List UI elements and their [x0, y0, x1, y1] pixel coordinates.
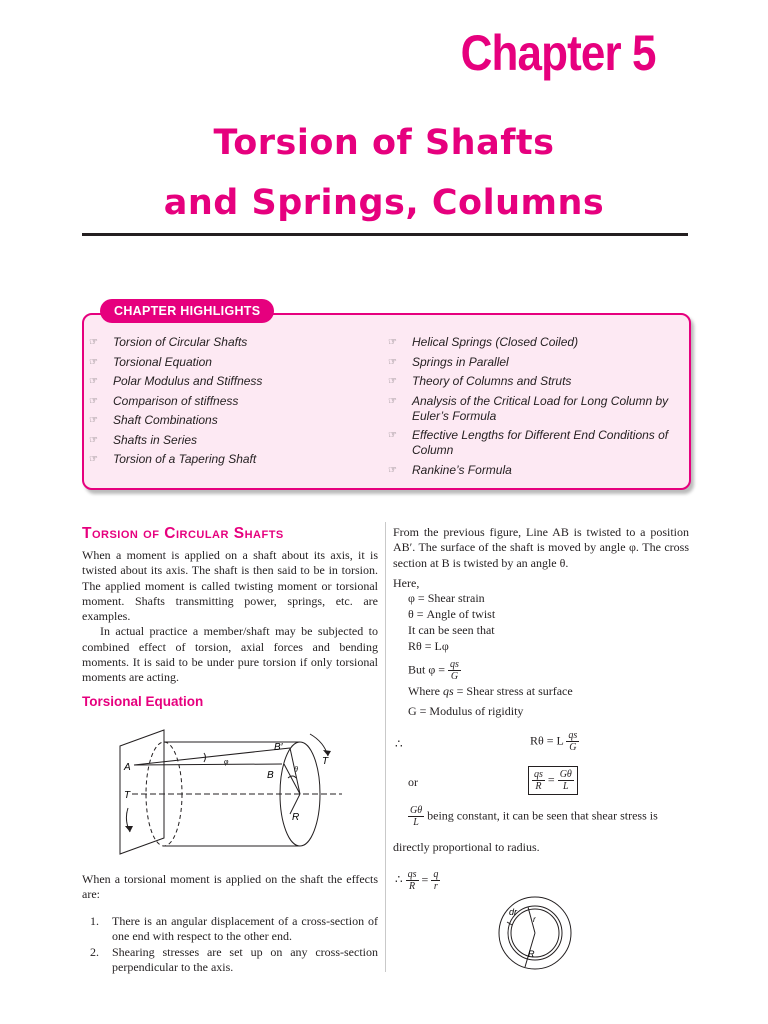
list-item: 2. Shearing stresses are set up on any cross-section perpendicular to the axis.	[90, 944, 378, 974]
highlight-item: ☞ Shaft Combinations	[89, 413, 218, 427]
figure-label: B′	[274, 742, 283, 753]
fraction: $\frac{qs}{G}$	[450, 659, 459, 682]
therefore-symbol: ∴	[395, 737, 403, 751]
figure-label: θ	[294, 765, 298, 774]
highlight-item: ☞ Torsion of Circular Shafts	[89, 335, 248, 349]
pointing-hand-icon: ☞	[388, 464, 397, 476]
fraction: $\frac{qs}{G}$	[568, 730, 578, 753]
highlight-item: ☞ Comparison of stiffness	[89, 393, 239, 408]
effects-list	[82, 914, 378, 975]
where-definition: Where qs = Shear stress at surface	[408, 684, 573, 698]
highlight-item: ☞ Shafts in Series	[89, 432, 198, 447]
pointing-hand-icon: ☞	[89, 337, 98, 348]
figure-label: A	[124, 762, 131, 773]
pointing-hand-icon: ☞	[89, 434, 98, 446]
fraction: $\frac{qs}{R}$	[407, 869, 417, 892]
highlight-item: ☞ Torsion of a Tapering Shaft	[89, 452, 257, 466]
pointing-hand-icon: ☞	[89, 376, 98, 387]
highlight-item: ☞ Torsional Equation	[89, 354, 212, 369]
chapter-title-line1: Torsion of Shafts	[213, 123, 555, 163]
fraction: $\frac{qs}{R}$	[534, 769, 543, 792]
pointing-hand-icon: ☞	[89, 356, 98, 368]
section-heading: Torsion of Circular Shafts	[82, 525, 284, 542]
g-definition: G = Modulus of rigidity	[408, 704, 524, 718]
equation-r-theta: Rθ = Lφ	[408, 639, 449, 653]
subheading-torsional-equation: Torsional Equation	[82, 694, 204, 709]
figure-label: r	[533, 915, 536, 924]
pointing-hand-icon: ☞	[89, 454, 98, 465]
equation-qs-q: ∴ $\frac{qs}{R}$ = $\frac{q}{r}$	[395, 869, 439, 892]
here-text: Here,	[393, 576, 420, 590]
directly-text: directly proportional to radius.	[393, 840, 540, 854]
highlight-item: ☞ Polar Modulus and Stiffness	[89, 374, 263, 388]
highlights-left-list	[89, 335, 349, 472]
highlight-item: ☞ Springs in Parallel	[388, 354, 509, 369]
figure-label: φ	[224, 757, 229, 766]
figure-label: dr	[509, 907, 518, 917]
highlights-right-list	[388, 335, 678, 482]
figure-label: R	[292, 812, 300, 823]
figure-label: B	[267, 770, 274, 781]
fraction: $\frac{q}{r}$	[433, 869, 439, 892]
constant-statement: $\frac{G\theta}{L}$ being constant, it can be seen that shear stress is	[410, 805, 658, 828]
figure-label: T	[322, 756, 329, 767]
pointing-hand-icon: ☞	[89, 395, 98, 407]
equation-phi: But φ = $\frac{qs}{G}$	[408, 659, 459, 682]
highlight-item: ☞ Rankine’s Formula	[388, 462, 512, 477]
highlights-tab: CHAPTER HIGHLIGHTS	[100, 299, 274, 323]
paragraph: When a moment is applied on a shaft about its axis, it is twisted about its axis. The shaft is then said to be in torsion. The applied moment is called twisting moment or torsional moment. Shafts transmitting power, springs, etc. are examples.	[82, 548, 378, 624]
highlight-item: ☞ Effective Lengths for Different End Conditions of Column	[388, 428, 669, 457]
title-rule	[82, 233, 688, 236]
theta-definition: θ = Angle of twist	[408, 607, 496, 621]
pointing-hand-icon: ☞	[89, 415, 98, 426]
seen-text: It can be seen that	[408, 623, 495, 637]
equation-r-theta-qs: Rθ = L $\frac{qs}{G}$	[530, 730, 578, 753]
chapter-label: Chapter 5	[460, 25, 656, 81]
phi-definition: φ = Shear strain	[408, 591, 485, 605]
chapter-title-line2: and Springs, Columns	[163, 183, 605, 223]
column-divider	[385, 522, 386, 972]
pointing-hand-icon: ☞	[388, 376, 397, 387]
boxed-equation: $\frac{qs}{R}$ = $\frac{G\theta}{L}$	[528, 766, 578, 795]
or-text: or	[408, 775, 418, 789]
intro-paragraph: From the previous figure, Line AB is twisted to a position AB′. The surface of the shaft is moved by angle φ. The cross section at B is twisted by an angle θ.	[393, 525, 689, 570]
figure-label: T	[124, 790, 131, 801]
pointing-hand-icon: ☞	[388, 430, 397, 441]
fraction: $\frac{G\theta}{L}$	[410, 805, 423, 828]
figure-label: R	[528, 949, 535, 959]
effects-intro: When a torsional moment is applied on the shaft the effects are:	[82, 872, 378, 902]
cross-section-figure	[495, 893, 575, 973]
pointing-hand-icon: ☞	[388, 337, 397, 348]
highlight-item: ☞ Helical Springs (Closed Coiled)	[388, 335, 579, 349]
shaft-torsion-figure	[112, 726, 352, 856]
intro-text	[82, 548, 378, 686]
list-item: 1. There is an angular displacement of a cross-section of one end with respect to the other end.	[90, 914, 378, 944]
fraction: $\frac{G\theta}{L}$	[559, 769, 572, 792]
highlight-item: ☞ Analysis of the Critical Load for Long Column by Euler’s Formula	[388, 393, 669, 423]
highlight-item: ☞ Theory of Columns and Struts	[388, 374, 572, 388]
paragraph: In actual practice a member/shaft may be subjected to combined effect of torsion, axial forces and bending moments. It is said to be under pure torsion if only torsional moments are acting.	[82, 624, 378, 685]
pointing-hand-icon: ☞	[388, 395, 397, 407]
pointing-hand-icon: ☞	[388, 356, 397, 368]
